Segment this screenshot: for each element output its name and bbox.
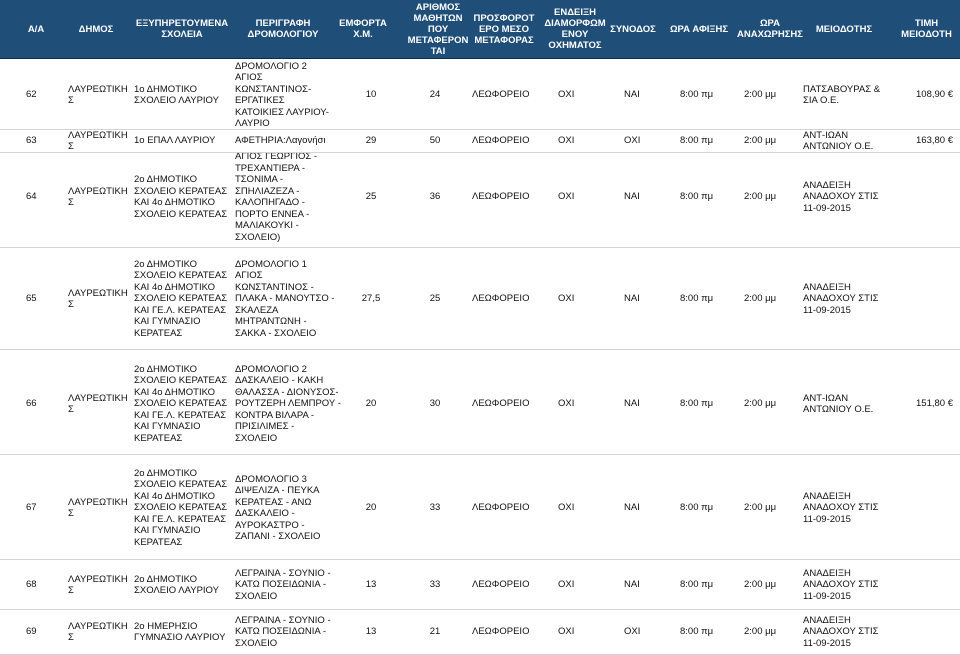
cell-price: 108,90 € xyxy=(916,89,953,101)
cell-aa: 68 xyxy=(26,579,37,591)
row-divider xyxy=(0,247,960,248)
cell-municipality: ΛΑΥΡΕΩΤΙΚΗ Σ xyxy=(68,496,128,519)
cell-escort: ΝΑΙ xyxy=(624,191,640,203)
cell-aa: 66 xyxy=(26,398,37,410)
cell-escort: ΟΧΙ xyxy=(624,135,641,147)
cell-vehicle-indication: ΟΧΙ xyxy=(558,191,575,203)
cell-students: 33 xyxy=(429,579,441,591)
cell-aa: 62 xyxy=(26,89,37,101)
cell-vehicle-indication: ΟΧΙ xyxy=(558,626,575,638)
cell-municipality: ΛΑΥΡΕΩΤΙΚΗ Σ xyxy=(68,392,128,415)
row-divider xyxy=(0,129,960,130)
header-schools: ΕΞΥΠΗΡΕΤΟΥΜΕΝΑ ΣΧΟΛΕΙΑ xyxy=(135,18,229,40)
cell-aa: 67 xyxy=(26,502,37,514)
cell-bidder: ΑΝΑΔΕΙΞΗ ΑΝΑΔΟΧΟΥ ΣΤΙΣ 11-09-2015 xyxy=(803,281,879,316)
cell-route: ΔΡΟΜΟΛΟΓΙΟ 2 ΔΑΣΚΑΛΕΙΟ - ΚΑΚΗ ΘΑΛΑΣΣΑ - ΔΙΟΝΥΣΟΣ- ΡΟΥΤΖΕΡΗ ΛΕΜΠΡΟΥ - ΚΟΝΤΡΑ ΒΙΛΑΡΑ - ΠΡΙΣΙΛΙΜΕΣ - ΣΧΟΛΕΙΟ xyxy=(235,363,341,444)
header-loaded-km: ΕΜΦΟΡΤΑ Χ.Μ. xyxy=(339,18,387,40)
cell-arrival: 8:00 πμ xyxy=(680,89,714,101)
header-departure-time: ΩΡΑ ΑΝΑΧΩΡΗΣΗΣ xyxy=(737,18,803,40)
cell-vehicle-indication: ΟΧΙ xyxy=(558,579,575,591)
row-divider xyxy=(0,454,960,455)
cell-vehicle-indication: ΟΧΙ xyxy=(558,293,575,305)
table-header xyxy=(0,0,960,59)
cell-escort: ΝΑΙ xyxy=(624,579,640,591)
cell-price: 163,80 € xyxy=(916,135,953,147)
cell-escort: ΝΑΙ xyxy=(624,89,640,101)
cell-escort: ΟΧΙ xyxy=(624,626,641,638)
cell-bidder: ΑΝΑΔΕΙΞΗ ΑΝΑΔΟΧΟΥ ΣΤΙΣ 11-09-2015 xyxy=(803,614,879,649)
cell-arrival: 8:00 πμ xyxy=(680,135,714,147)
cell-loaded-km: 20 xyxy=(365,502,377,514)
cell-municipality: ΛΑΥΡΕΩΤΙΚΗ Σ xyxy=(68,620,128,643)
row-divider xyxy=(0,152,960,153)
cell-departure: 2:00 μμ xyxy=(744,191,777,203)
cell-schools: 2ο ΗΜΕΡΗΣΙΟ ΓΥΜΝΑΣΙΟ ΛΑΥΡΙΟΥ xyxy=(134,620,226,643)
header-dimos: ΔΗΜΟΣ xyxy=(78,23,114,35)
cell-bidder: ΑΝΑΔΕΙΞΗ ΑΝΑΔΟΧΟΥ ΣΤΙΣ 11-09-2015 xyxy=(803,490,879,525)
cell-transport-means: ΛΕΩΦΟΡΕΙΟ xyxy=(472,502,530,514)
header-transport-means: ΠΡΟΣΦΟΡΟΤ ΕΡΟ ΜΕΣΟ ΜΕΤΑΦΟΡΑΣ xyxy=(473,12,535,46)
cell-transport-means: ΛΕΩΦΟΡΕΙΟ xyxy=(472,293,530,305)
header-arrival-time: ΩΡΑ ΑΦΙΞΗΣ xyxy=(669,23,729,35)
row-divider xyxy=(0,559,960,560)
cell-schools: 2ο ΔΗΜΟΤΙΚΟ ΣΧΟΛΕΙΟ ΚΕΡΑΤΕΑΣ ΚΑΙ 4ο ΔΗΜΟΤΙΚΟ ΣΧΟΛΕΙΟ ΚΕΡΑΤΕΑΣ ΚΑΙ ΓΕ.Λ. ΚΕΡΑΤΕΑΣ ΚΑΙ ΓΥΜΝΑΣΙΟ ΚΕΡΑΤΕΑΣ xyxy=(134,363,228,444)
cell-departure: 2:00 μμ xyxy=(744,579,777,591)
cell-transport-means: ΛΕΩΦΟΡΕΙΟ xyxy=(472,398,530,410)
cell-schools: 1ο ΕΠΑΛ ΛΑΥΡΙΟΥ xyxy=(134,135,216,147)
cell-schools: 2ο ΔΗΜΟΤΙΚΟ ΣΧΟΛΕΙΟ ΚΕΡΑΤΕΑΣ ΚΑΙ 4ο ΔΗΜΟΤΙΚΟ ΣΧΟΛΕΙΟ ΚΕΡΑΤΕΑΣ ΚΑΙ ΓΕ.Λ. ΚΕΡΑΤΕΑΣ ΚΑΙ ΓΥΜΝΑΣΙΟ ΚΕΡΑΤΕΑΣ xyxy=(134,467,228,548)
row-divider xyxy=(0,349,960,350)
cell-departure: 2:00 μμ xyxy=(744,502,777,514)
header-aa: Α/Α xyxy=(27,23,45,35)
cell-arrival: 8:00 πμ xyxy=(680,398,714,410)
cell-departure: 2:00 μμ xyxy=(744,398,777,410)
cell-transport-means: ΛΕΩΦΟΡΕΙΟ xyxy=(472,89,530,101)
cell-aa: 69 xyxy=(26,626,37,638)
cell-loaded-km: 20 xyxy=(365,398,377,410)
cell-transport-means: ΛΕΩΦΟΡΕΙΟ xyxy=(472,579,530,591)
row-divider xyxy=(0,609,960,610)
cell-arrival: 8:00 πμ xyxy=(680,579,714,591)
cell-schools: 2ο ΔΗΜΟΤΙΚΟ ΣΧΟΛΕΙΟ ΛΑΥΡΙΟΥ xyxy=(134,573,219,596)
cell-loaded-km: 29 xyxy=(365,135,377,147)
cell-students: 36 xyxy=(429,191,441,203)
cell-arrival: 8:00 πμ xyxy=(680,191,714,203)
cell-bidder: ΑΝΑΔΕΙΞΗ ΑΝΑΔΟΧΟΥ ΣΤΙΣ 11-09-2015 xyxy=(803,567,879,602)
cell-aa: 64 xyxy=(26,191,37,203)
cell-municipality: ΛΑΥΡΕΩΤΙΚΗ Σ xyxy=(68,129,128,152)
cell-route: ΑΓΙΟΣ ΓΕΩΡΓΙΟΣ - ΤΡΕΧΑΝΤΙΕΡΑ - ΤΣΟΝΙΜΑ - ΣΠΗΛΙΑΖΕΖΑ - ΚΑΛΟΠΗΓΑΔΟ - ΠΟΡΤΟ ΕΝΝΕΑ - ΜΑΛΙΑΚΟΥΚΙ - ΣΧΟΛΕΙΟ) xyxy=(235,151,318,243)
cell-escort: ΝΑΙ xyxy=(624,398,640,410)
cell-vehicle-indication: ΟΧΙ xyxy=(558,502,575,514)
cell-vehicle-indication: ΟΧΙ xyxy=(558,135,575,147)
cell-escort: ΝΑΙ xyxy=(624,502,640,514)
cell-departure: 2:00 μμ xyxy=(744,135,777,147)
cell-escort: ΝΑΙ xyxy=(624,293,640,305)
header-student-count: ΑΡΙΘΜΟΣ ΜΑΘΗΤΩΝ ΠΟΥ ΜΕΤΑΦΕΡΟΝ ΤΑΙ xyxy=(407,1,469,57)
cell-bidder: ΑΝΤ-ΙΩΑΝ ΑΝΤΩΝΙΟΥ Ο.Ε. xyxy=(803,129,874,152)
cell-route: ΛΕΓΡΑΙΝΑ - ΣΟΥΝΙΟ - ΚΑΤΩ ΠΟΣΕΙΔΩΝΙΑ - ΣΧΟΛΕΙΟ xyxy=(235,614,331,649)
cell-municipality: ΛΑΥΡΕΩΤΙΚΗ Σ xyxy=(68,573,128,596)
cell-schools: 2ο ΔΗΜΟΤΙΚΟ ΣΧΟΛΕΙΟ ΚΕΡΑΤΕΑΣ ΚΑΙ 4ο ΔΗΜΟΤΙΚΟ ΣΧΟΛΕΙΟ ΚΕΡΑΤΕΑΣ xyxy=(134,174,228,220)
cell-students: 25 xyxy=(429,293,441,305)
header-bidder: ΜΕΙΟΔΟΤΗΣ xyxy=(815,23,873,35)
cell-transport-means: ΛΕΩΦΟΡΕΙΟ xyxy=(472,626,530,638)
cell-bidder: ΑΝΤ-ΙΩΑΝ ΑΝΤΩΝΙΟΥ Ο.Ε. xyxy=(803,392,874,415)
cell-vehicle-indication: ΟΧΙ xyxy=(558,398,575,410)
cell-departure: 2:00 μμ xyxy=(744,626,777,638)
cell-loaded-km: 13 xyxy=(365,579,377,591)
cell-route: ΑΦΕΤΗΡΙΑ:Λαγονήσι xyxy=(235,135,326,147)
cell-route: ΛΕΓΡΑΙΝΑ - ΣΟΥΝΙΟ - ΚΑΤΩ ΠΟΣΕΙΔΩΝΙΑ - ΣΧΟΛΕΙΟ xyxy=(235,567,331,602)
cell-price: 151,80 € xyxy=(916,398,953,410)
header-vehicle-indication: ΕΝΔΕΙΞΗ ΔΙΑΜΟΡΦΩΜ ΕΝΟΥ ΟΧΗΜΑΤΟΣ xyxy=(544,7,606,51)
cell-departure: 2:00 μμ xyxy=(744,89,777,101)
cell-students: 30 xyxy=(429,398,441,410)
cell-arrival: 8:00 πμ xyxy=(680,626,714,638)
header-route-description: ΠΕΡΙΓΡΑΦΗ ΔΡΟΜΟΛΟΓΙΟΥ xyxy=(247,18,319,40)
cell-aa: 65 xyxy=(26,293,37,305)
cell-transport-means: ΛΕΩΦΟΡΕΙΟ xyxy=(472,135,530,147)
cell-route: ΔΡΟΜΟΛΟΓΙΟ 1 ΑΓΙΟΣ ΚΩΝΣΤΑΝΤΙΝΟΣ - ΠΛΑΚΑ - ΜΑΝΟΥΤΣΟ - ΣΚΑΛΕΖΑ ΜΗΤΡΑΝΤΩΝΗ - ΣΑΚΚΑ - ΣΧΟΛΕΙΟ xyxy=(235,258,335,339)
cell-loaded-km: 27,5 xyxy=(361,293,381,305)
cell-schools: 2ο ΔΗΜΟΤΙΚΟ ΣΧΟΛΕΙΟ ΚΕΡΑΤΕΑΣ ΚΑΙ 4ο ΔΗΜΟΤΙΚΟ ΣΧΟΛΕΙΟ ΚΕΡΑΤΕΑΣ ΚΑΙ ΓΕ.Λ. ΚΕΡΑΤΕΑΣ ΚΑΙ ΓΥΜΝΑΣΙΟ ΚΕΡΑΤΕΑΣ xyxy=(134,258,228,339)
header-escort: ΣΥΝΟΔΟΣ xyxy=(610,23,656,35)
cell-schools: 1ο ΔΗΜΟΤΙΚΟ ΣΧΟΛΕΙΟ ΛΑΥΡΙΟΥ xyxy=(134,83,219,106)
cell-municipality: ΛΑΥΡΕΩΤΙΚΗ Σ xyxy=(68,287,128,310)
cell-students: 24 xyxy=(429,89,441,101)
cell-departure: 2:00 μμ xyxy=(744,293,777,305)
cell-arrival: 8:00 πμ xyxy=(680,293,714,305)
cell-bidder: ΑΝΑΔΕΙΞΗ ΑΝΑΔΟΧΟΥ ΣΤΙΣ 11-09-2015 xyxy=(803,179,879,214)
header-bidder-price: ΤΙΜΗ ΜΕΙΟΔΟΤΗ xyxy=(901,18,952,40)
cell-transport-means: ΛΕΩΦΟΡΕΙΟ xyxy=(472,191,530,203)
cell-students: 50 xyxy=(429,135,441,147)
cell-students: 33 xyxy=(429,502,441,514)
cell-route: ΔΡΟΜΟΛΟΓΙΟ 3 ΔΙΨΕΛΙΖΑ - ΠΕΥΚΑ ΚΕΡΑΤΕΑΣ - ΑΝΩ ΔΑΣΚΑΛΕΙΟ - ΑΥΡΟΚΑΣΤΡΟ - ΖΑΠΑΝΙ - ΣΧΟΛΕΙΟ xyxy=(235,473,321,542)
cell-arrival: 8:00 πμ xyxy=(680,502,714,514)
cell-loaded-km: 25 xyxy=(365,191,377,203)
cell-municipality: ΛΑΥΡΕΩΤΙΚΗ Σ xyxy=(68,185,128,208)
cell-route: ΔΡΟΜΟΛΟΓΙΟ 2 ΑΓΙΟΣ ΚΩΝΣΤΑΝΤΙΝΟΣ- ΕΡΓΑΤΙΚΕΣ ΚΑΤΟΙΚΙΕΣ ΛΑΥΡΙΟΥ- ΛΑΥΡΙΟ xyxy=(235,60,329,129)
cell-municipality: ΛΑΥΡΕΩΤΙΚΗ Σ xyxy=(68,83,128,106)
cell-students: 21 xyxy=(429,626,441,638)
cell-bidder: ΠΑΤΣΑΒΟΥΡΑΣ & ΣΙΑ Ο.Ε. xyxy=(803,83,881,106)
cell-loaded-km: 10 xyxy=(365,89,377,101)
cell-loaded-km: 13 xyxy=(365,626,377,638)
cell-vehicle-indication: ΟΧΙ xyxy=(558,89,575,101)
cell-aa: 63 xyxy=(26,135,37,147)
